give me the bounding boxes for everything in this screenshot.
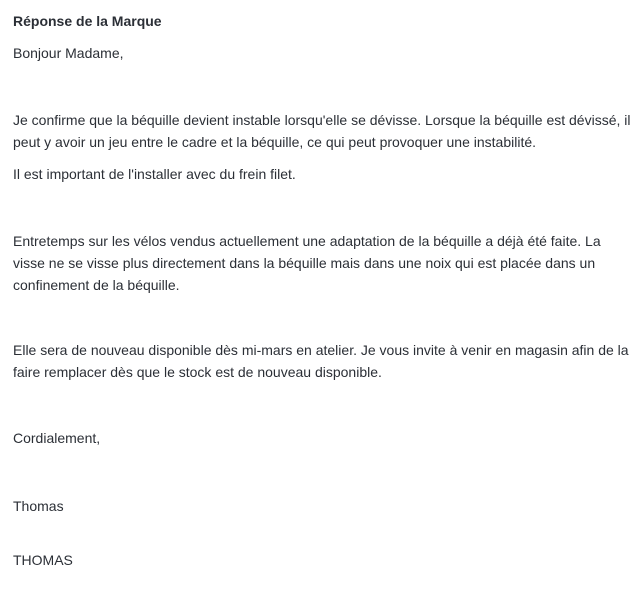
response-paragraph-3: Entretemps sur les vélos vendus actuellement une adaptation de la béquille a déjà été faite. La visse ne se visse plus directement dans la béquille mais dans une noix qui est placée dans un confinement de la béquille. xyxy=(13,233,601,293)
response-paragraph-2: Il est important de l'installer avec du frein filet. xyxy=(13,166,296,182)
signature-first-name: Thomas xyxy=(13,498,64,514)
closing-text: Cordialement, xyxy=(13,430,101,446)
response-paragraph-1: Je confirme que la béquille devient instable lorsqu'elle se dévisse. Lorsque la béquille est dévissé, il peut y avoir un jeu entre le cadre et la béquille, ce qui peut provoquer une instabilité. xyxy=(13,112,631,150)
greeting-text: Bonjour Madame, xyxy=(13,45,124,61)
response-title: Réponse de la Marque xyxy=(13,13,162,29)
response-paragraph-4: Elle sera de nouveau disponible dès mi-mars en atelier. Je vous invite à venir en magasin afin de la faire remplacer dès que le stock est de nouveau disponible. xyxy=(13,342,629,380)
signature-last-name: THOMAS xyxy=(13,552,73,568)
